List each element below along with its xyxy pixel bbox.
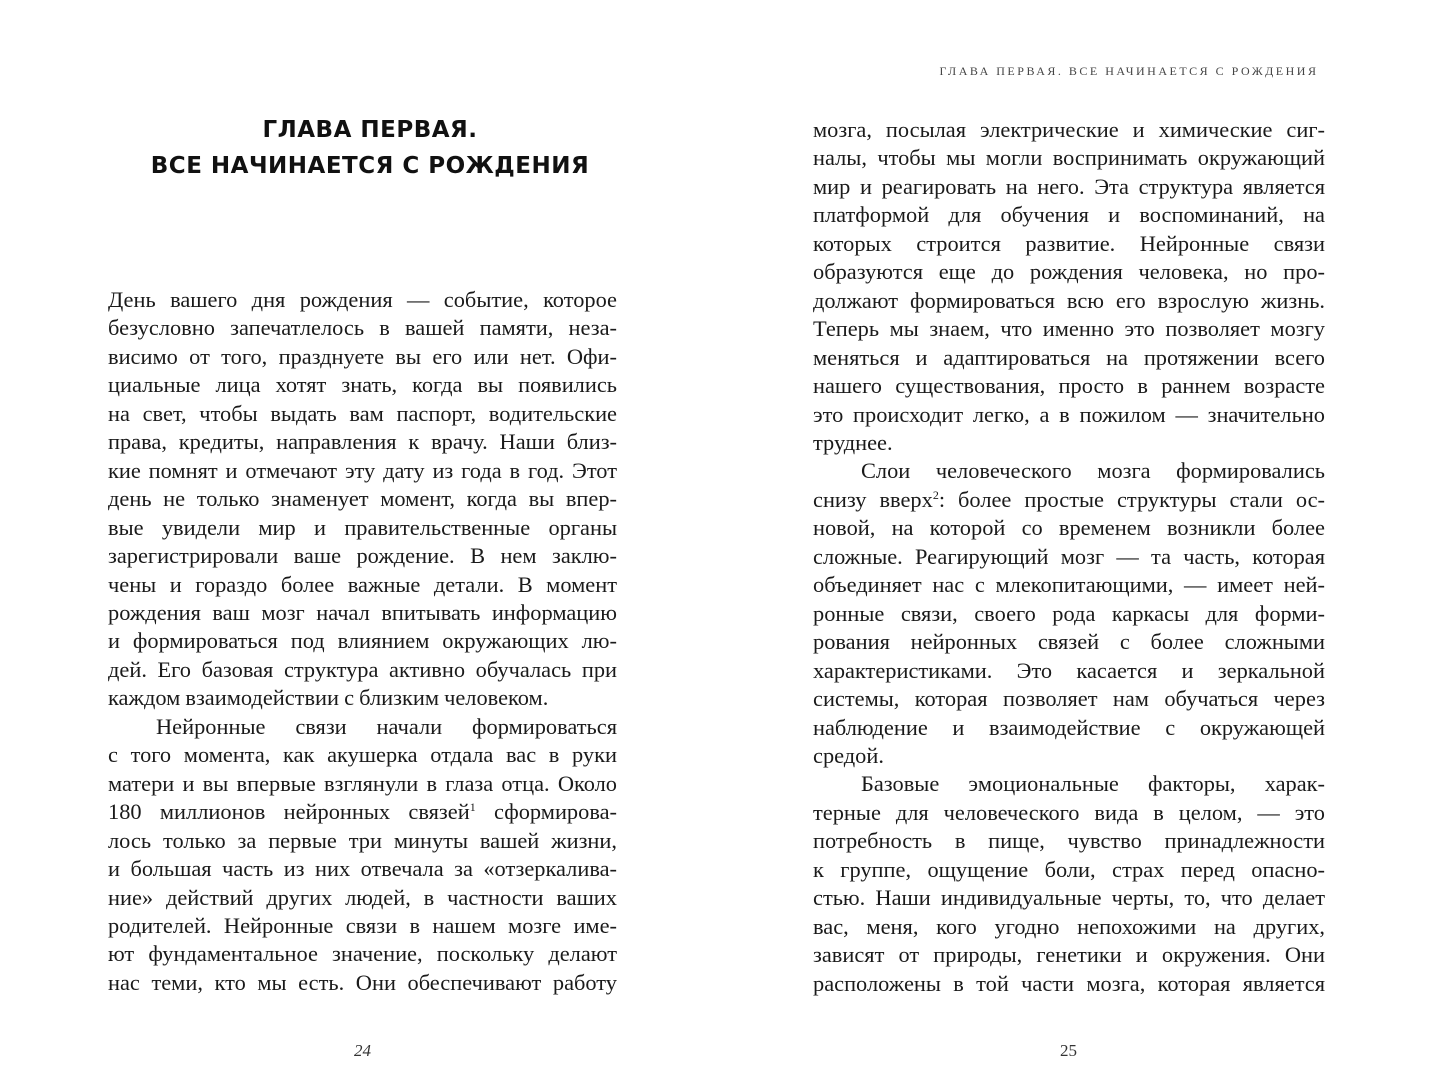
text-line: ние» действий других людей, в частности ваших (108, 884, 617, 910)
text-line: день не только знаменует момент, когда вы впер- (108, 486, 617, 512)
text-fragment: : более простые структуры стали ос- (938, 486, 1325, 512)
text-line: Базовые эмоциональные факторы, харак- (861, 771, 1325, 797)
text-line: Теперь мы знаем, что именно это позволяет мозгу (813, 316, 1325, 342)
chapter-title (120, 112, 620, 184)
text-line: это происходит легко, а в пожилом — значительно (813, 401, 1325, 427)
text-line: наблюдение и взаимодействие с окружающей (813, 714, 1325, 740)
running-head: ГЛАВА ПЕРВАЯ. ВСЕ НАЧИНАЕТСЯ С РОЖДЕНИЯ (939, 64, 1319, 78)
text-line-with-footnote (108, 798, 617, 826)
text-line: потребность в пище, чувство принадлежности (813, 828, 1325, 854)
text-line: расположены в той части мозга, которая является (813, 970, 1325, 996)
text-line: объединяет нас с млекопитающими, — имеет ней- (813, 572, 1325, 598)
text-line: права, кредиты, направления к врачу. Наши близ- (108, 429, 617, 455)
text-line: нас теми, кто мы есть. Они обеспечивают работу (108, 969, 617, 995)
left-page (0, 0, 719, 1080)
text-line: меняться и адаптироваться на протяжении всего (813, 344, 1325, 370)
text-line: Слои человеческого мозга формировались (861, 458, 1325, 484)
text-line: и формироваться под влиянием окружающих лю- (108, 628, 617, 654)
text-line: должают формироваться всю его взрослую жизнь. (813, 287, 1325, 313)
text-line: новой, на которой со временем возникли более (813, 515, 1325, 541)
text-fragment: сформирова- (475, 799, 617, 825)
text-line: стью. Наши индивидуальные черты, то, что делает (813, 885, 1325, 911)
text-line: платформой для обучения и воспоминаний, на (813, 202, 1325, 228)
text-line: кие помнят и отмечают эту дату из года в год. Этот (108, 457, 617, 483)
text-line: висимо от того, празднуете вы его или нет. Офи- (108, 343, 617, 369)
text-line: чены и гораздо более важные детали. В момент (108, 571, 617, 597)
text-line: мир и реагировать на него. Эта структура является (813, 173, 1325, 199)
text-line: вас, меня, кого угодно непохожими на других, (813, 913, 1325, 939)
chapter-title-line-2: ВСЕ НАЧИНАЕТСЯ С РОЖДЕНИЯ (150, 153, 590, 179)
text-line: характеристиками. Это касается и зеркальной (813, 657, 1325, 683)
text-line: рования нейронных связей с более сложными (813, 629, 1325, 655)
text-line: зависят от природы, генетики и окружения. Они (813, 942, 1325, 968)
text-line: День вашего дня рождения — событие, которое (108, 287, 617, 312)
text-line: средой. (813, 742, 884, 768)
text-line: зарегистрировали ваше рождение. В нем заклю- (108, 543, 617, 569)
text-line: терные для человеческого вида в целом, — это (813, 799, 1325, 825)
text-line: ронные связи, своего рода каркасы для форми- (813, 600, 1325, 626)
text-line: сложные. Реагирующий мозг — та часть, которая (813, 543, 1325, 569)
text-line: лось только за первые три минуты вашей жизни, (108, 827, 617, 853)
page-number: 25 (1060, 1041, 1077, 1060)
footnote-marker: 2 (932, 487, 939, 502)
text-line: к группе, ощущение боли, страх перед опасно- (813, 856, 1325, 882)
text-line: и большая часть из них отвечала за «отзеркалива- (108, 856, 617, 882)
text-line: родителей. Нейронные связи в нашем мозге име- (108, 912, 617, 938)
chapter-title-line-1: ГЛАВА ПЕРВАЯ. (262, 117, 478, 143)
text-line: которых строится развитие. Нейронные связи (813, 230, 1325, 256)
text-line: труднее. (813, 429, 893, 455)
left-page-body (108, 286, 617, 997)
text-line: безусловно запечатлелось в вашей памяти, неза- (108, 315, 617, 341)
text-line: образуются еще до рождения человека, но про- (813, 259, 1325, 285)
text-line: системы, которая позволяет нам обучаться через (813, 686, 1325, 712)
text-line: с того момента, как акушерка отдала вас в руки (108, 742, 617, 768)
text-line: дей. Его базовая структура активно обучалась при (108, 656, 617, 682)
text-line: матери и вы впервые взглянули в глаза отца. Около (108, 770, 617, 796)
text-line: нашего существования, просто в раннем возрасте (813, 373, 1325, 399)
text-line: мозга, посылая электрические и химические сиг- (813, 117, 1325, 142)
page-number: 24 (354, 1041, 371, 1060)
text-fragment: 180 миллионов нейронных связей (108, 799, 470, 825)
text-line: Нейронные связи начали формироваться (156, 713, 617, 739)
right-page-body (813, 116, 1325, 998)
text-line: налы, чтобы мы могли воспринимать окружающий (813, 145, 1325, 171)
footnote-marker: 1 (469, 800, 476, 815)
text-line-with-footnote (813, 486, 1325, 514)
text-line: каждом взаимодействии с близким человеком. (108, 685, 549, 711)
text-fragment: снизу вверх (813, 486, 933, 512)
text-line: циальные лица хотят знать, когда вы появились (108, 372, 617, 398)
text-line: на свет, чтобы выдать вам паспорт, водительские (108, 400, 617, 426)
text-line: рождения ваш мозг начал впитывать информацию (108, 599, 617, 625)
text-line: ют фундаментальное значение, поскольку делают (108, 941, 617, 967)
text-line: вые увидели мир и правительственные органы (108, 514, 617, 540)
